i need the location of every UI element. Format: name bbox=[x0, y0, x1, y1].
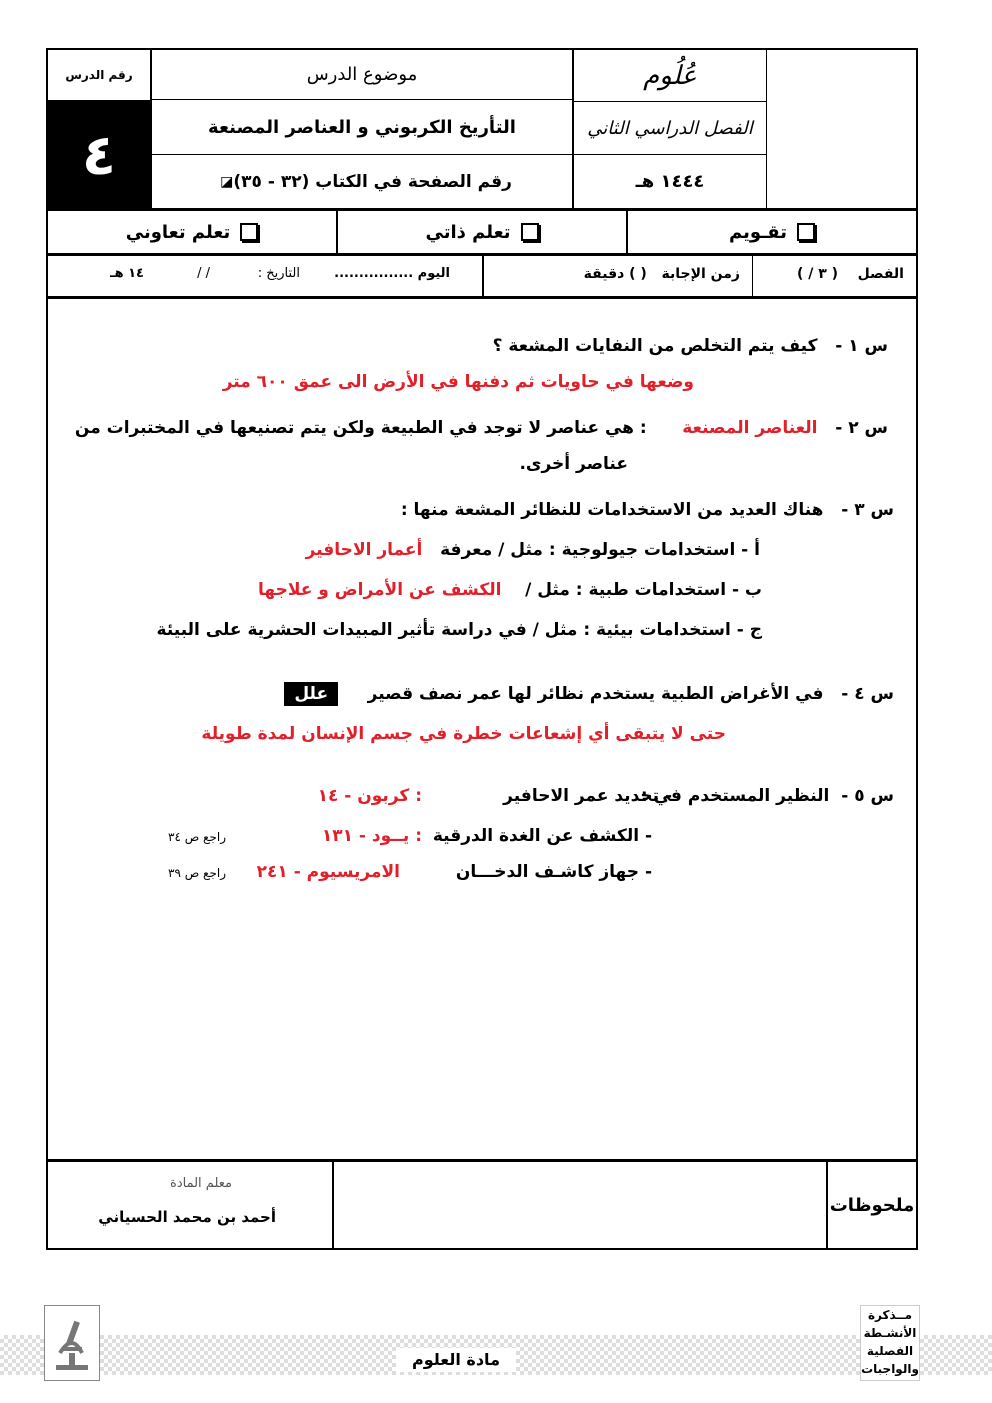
year: ١٤٤٤ هـ bbox=[635, 171, 705, 192]
q3-item-b-prefix: ب - استخدامات طبية : مثل / bbox=[525, 580, 762, 600]
q2 bbox=[75, 418, 888, 438]
term: الفصل الدراسي الثاني bbox=[587, 117, 753, 139]
q1-answer: وضعها في حاويات ثم دفنها في الأرض الى عمق ٦٠٠ متر bbox=[222, 372, 694, 392]
q5-row-2-use: - الكشف عن الغدة الدرقية bbox=[432, 826, 652, 846]
page-ref-cell bbox=[152, 155, 572, 208]
notes-label-cell bbox=[828, 1162, 916, 1248]
class-field bbox=[764, 266, 904, 282]
q3-item-a-answer: أعمار الاحافير bbox=[305, 540, 423, 560]
q5-row-3-isotope: الامريسيوم - ٢٤١ bbox=[256, 862, 400, 882]
notes-label: ملحوظات bbox=[829, 1194, 915, 1216]
checkbox-icon[interactable] bbox=[797, 223, 815, 241]
q5-row-1-isotope: : كربون - ١٤ bbox=[317, 786, 422, 806]
day-label: اليوم ................ bbox=[334, 266, 450, 281]
divider bbox=[766, 50, 767, 208]
q3 bbox=[401, 500, 894, 520]
bottom-subject: مادة العلوم bbox=[396, 1348, 516, 1372]
q3-item-a-prefix: أ - استخدامات جيولوجية : مثل / معرفة bbox=[440, 540, 760, 560]
q2-text-continued: عناصر أخرى. bbox=[519, 454, 628, 474]
term-cell bbox=[574, 102, 766, 155]
divider bbox=[482, 256, 484, 296]
q4-number: س ٤ - bbox=[841, 684, 894, 704]
class-value: ( ٣ / ) bbox=[796, 266, 839, 282]
q1 bbox=[493, 336, 888, 356]
q3-text: هناك العديد من الاستخدامات للنظائر المشعة منها : bbox=[400, 500, 824, 520]
q5-number: س ٥ - bbox=[841, 786, 894, 806]
q5-row-2-ref: راجع ص ٣٤ bbox=[168, 830, 226, 844]
teacher-name: أحمد بن محمد الحسياني bbox=[98, 1208, 276, 1226]
lesson-number: ٤ bbox=[81, 122, 117, 188]
time-value: ( ) دقيقة bbox=[583, 266, 647, 282]
side-label: مــذكرة الأنشـطة الفصلية والواجبات bbox=[860, 1305, 920, 1381]
q3-number: س ٣ - bbox=[841, 500, 894, 520]
q3-item-a bbox=[306, 540, 760, 560]
checkbox-icon[interactable] bbox=[521, 223, 539, 241]
notes-area[interactable] bbox=[334, 1162, 826, 1248]
microscope-logo bbox=[44, 1305, 100, 1381]
q4 bbox=[284, 684, 894, 704]
time-label: زمن الإجابة bbox=[661, 266, 740, 282]
q4-answer: حتى لا يتبقى أي إشعاعات خطرة في جسم الإنسان لمدة طويلة bbox=[201, 724, 726, 744]
lesson-number-cell bbox=[48, 102, 150, 208]
year-cell bbox=[574, 155, 766, 208]
evaluation[interactable] bbox=[628, 211, 916, 253]
q5-text: النظير المستخدم في : bbox=[640, 786, 830, 806]
q3-item-c-prefix: ج - استخدامات بيئية : مثل / في دراسة تأثير المبيدات الحشرية على البيئة bbox=[156, 620, 762, 640]
self-learning[interactable] bbox=[338, 211, 626, 253]
q2-text: : هي عناصر لا توجد في الطبيعة ولكن يتم تصنيعها في المختبرات من bbox=[74, 418, 647, 438]
date-label: التاريخ : bbox=[257, 266, 300, 281]
q4-text: في الأغراض الطبية يستخدم نظائر لها عمر نصف قصير bbox=[367, 684, 824, 704]
q5-row-1-use: - تحديد عمر الاحافير bbox=[503, 786, 672, 806]
self-label: تعلم ذاتي bbox=[425, 221, 511, 243]
cooperative-label: تعلم تعاوني bbox=[125, 221, 231, 243]
q1-number: س ١ - bbox=[835, 336, 888, 356]
checkbox-icon[interactable] bbox=[240, 223, 258, 241]
q5-row-3-ref: راجع ص ٣٩ bbox=[168, 866, 226, 880]
topic-label-cell bbox=[152, 50, 572, 100]
subject-cell bbox=[574, 50, 766, 102]
book-icon: ◪ bbox=[220, 173, 234, 190]
time-field bbox=[500, 266, 740, 282]
topic-label: موضوع الدرس bbox=[306, 64, 418, 85]
divider bbox=[752, 256, 753, 296]
lesson-number-label: رقم الدرس bbox=[65, 68, 133, 82]
cooperative-learning[interactable] bbox=[48, 211, 336, 253]
page-ref: رقم الصفحة في الكتاب (٣٢ - ٣٥) bbox=[233, 171, 512, 192]
topic-title: التأريخ الكربوني و العناصر المصنعة bbox=[208, 116, 516, 138]
day-field bbox=[300, 266, 450, 281]
lesson-number-label-cell bbox=[48, 50, 150, 102]
date-slots: / / bbox=[197, 266, 210, 281]
subject-logo: عُلُوم bbox=[643, 60, 697, 91]
q5-row-3-use: - جهاز كاشـف الدخـــان bbox=[455, 862, 652, 882]
year-suffix: ١٤ هـ bbox=[110, 266, 144, 281]
q4-tag: علل bbox=[284, 682, 338, 706]
q5 bbox=[641, 786, 894, 806]
q3-item-b bbox=[258, 580, 762, 600]
q3-item-c bbox=[157, 620, 762, 640]
q3-item-b-answer: الكشف عن الأمراض و علاجها bbox=[257, 580, 502, 600]
topic-cell bbox=[152, 100, 572, 155]
class-label: الفصل bbox=[857, 266, 904, 282]
evaluation-label: تقـويم bbox=[728, 221, 788, 243]
teacher-label: معلم المادة bbox=[170, 1176, 232, 1191]
q2-term: العناصر المصنعة bbox=[682, 418, 818, 438]
q5-row-2-isotope: : يــود - ١٣١ bbox=[321, 826, 422, 846]
q2-number: س ٢ - bbox=[835, 418, 888, 438]
q1-text: كيف يتم التخلص من النفايات المشعة ؟ bbox=[492, 336, 818, 356]
microscope-icon bbox=[52, 1313, 92, 1373]
